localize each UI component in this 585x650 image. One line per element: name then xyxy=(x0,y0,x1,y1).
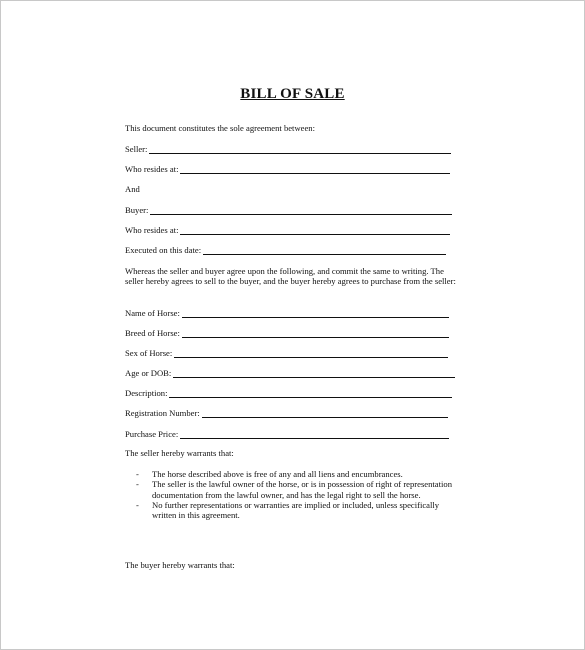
registration-label: Registration Number: xyxy=(125,408,200,418)
buyer-address-label: Who resides at: xyxy=(125,225,179,235)
breed-label: Breed of Horse: xyxy=(125,328,180,338)
list-item-text: The horse described above is free of any and all liens and encumbrances. xyxy=(152,469,403,479)
bullet-marker: - xyxy=(136,479,139,490)
list-item xyxy=(136,469,456,479)
description-label: Description: xyxy=(125,388,168,398)
buyer-warrants-heading: The buyer hereby warrants that: xyxy=(125,560,235,570)
sex-label: Sex of Horse: xyxy=(125,348,173,358)
list-item-text: No further representations or warranties are implied or included, unless specifically written in this agreement. xyxy=(152,499,440,521)
executed-date-label: Executed on this date: xyxy=(125,245,202,255)
horse-name-field xyxy=(125,306,449,318)
age-field xyxy=(125,366,455,378)
seller-warranty-list xyxy=(136,469,456,520)
seller-blank[interactable] xyxy=(149,143,451,154)
price-blank[interactable] xyxy=(180,428,449,439)
seller-address-blank[interactable] xyxy=(180,163,450,174)
executed-date-field xyxy=(125,243,446,255)
and-text: And xyxy=(125,184,140,194)
seller-label: Seller: xyxy=(125,144,148,154)
price-field xyxy=(125,427,449,439)
buyer-field xyxy=(125,203,452,215)
list-item-text: The seller is the lawful owner of the horse, or is in possession of right of representation documentation from the lawful owner, and has the legal right to sell the horse. xyxy=(152,479,452,500)
buyer-blank[interactable] xyxy=(150,204,452,215)
horse-name-blank[interactable] xyxy=(182,307,449,318)
list-item xyxy=(136,479,456,500)
seller-field xyxy=(125,142,451,154)
age-label: Age or DOB: xyxy=(125,368,172,378)
buyer-label: Buyer: xyxy=(125,205,149,215)
seller-warrants-heading: The seller hereby warrants that: xyxy=(125,448,234,458)
horse-name-label: Name of Horse: xyxy=(125,308,180,318)
bullet-marker: - xyxy=(136,469,139,479)
registration-field xyxy=(125,406,448,418)
breed-field xyxy=(125,326,449,338)
registration-blank[interactable] xyxy=(202,407,448,418)
seller-address-field xyxy=(125,162,450,174)
breed-blank[interactable] xyxy=(182,327,449,338)
executed-date-blank[interactable] xyxy=(203,244,446,255)
bullet-marker: - xyxy=(136,499,139,510)
document-title: BILL OF SALE xyxy=(240,86,345,102)
whereas-paragraph: Whereas the seller and buyer agree upon the following, and commit the same to writing. The seller hereby agrees to sell to the buyer, and the buyer hereby agrees to purchase from the seller: xyxy=(125,266,456,287)
description-field xyxy=(125,386,452,398)
description-blank[interactable] xyxy=(169,387,452,398)
buyer-address-blank[interactable] xyxy=(180,224,450,235)
buyer-address-field xyxy=(125,223,450,235)
intro-text: This document constitutes the sole agreement between: xyxy=(125,123,315,133)
age-blank[interactable] xyxy=(173,367,455,378)
sex-field xyxy=(125,346,448,358)
list-item xyxy=(136,500,456,521)
price-label: Purchase Price: xyxy=(125,429,179,439)
seller-address-label: Who resides at: xyxy=(125,164,179,174)
sex-blank[interactable] xyxy=(174,347,448,358)
